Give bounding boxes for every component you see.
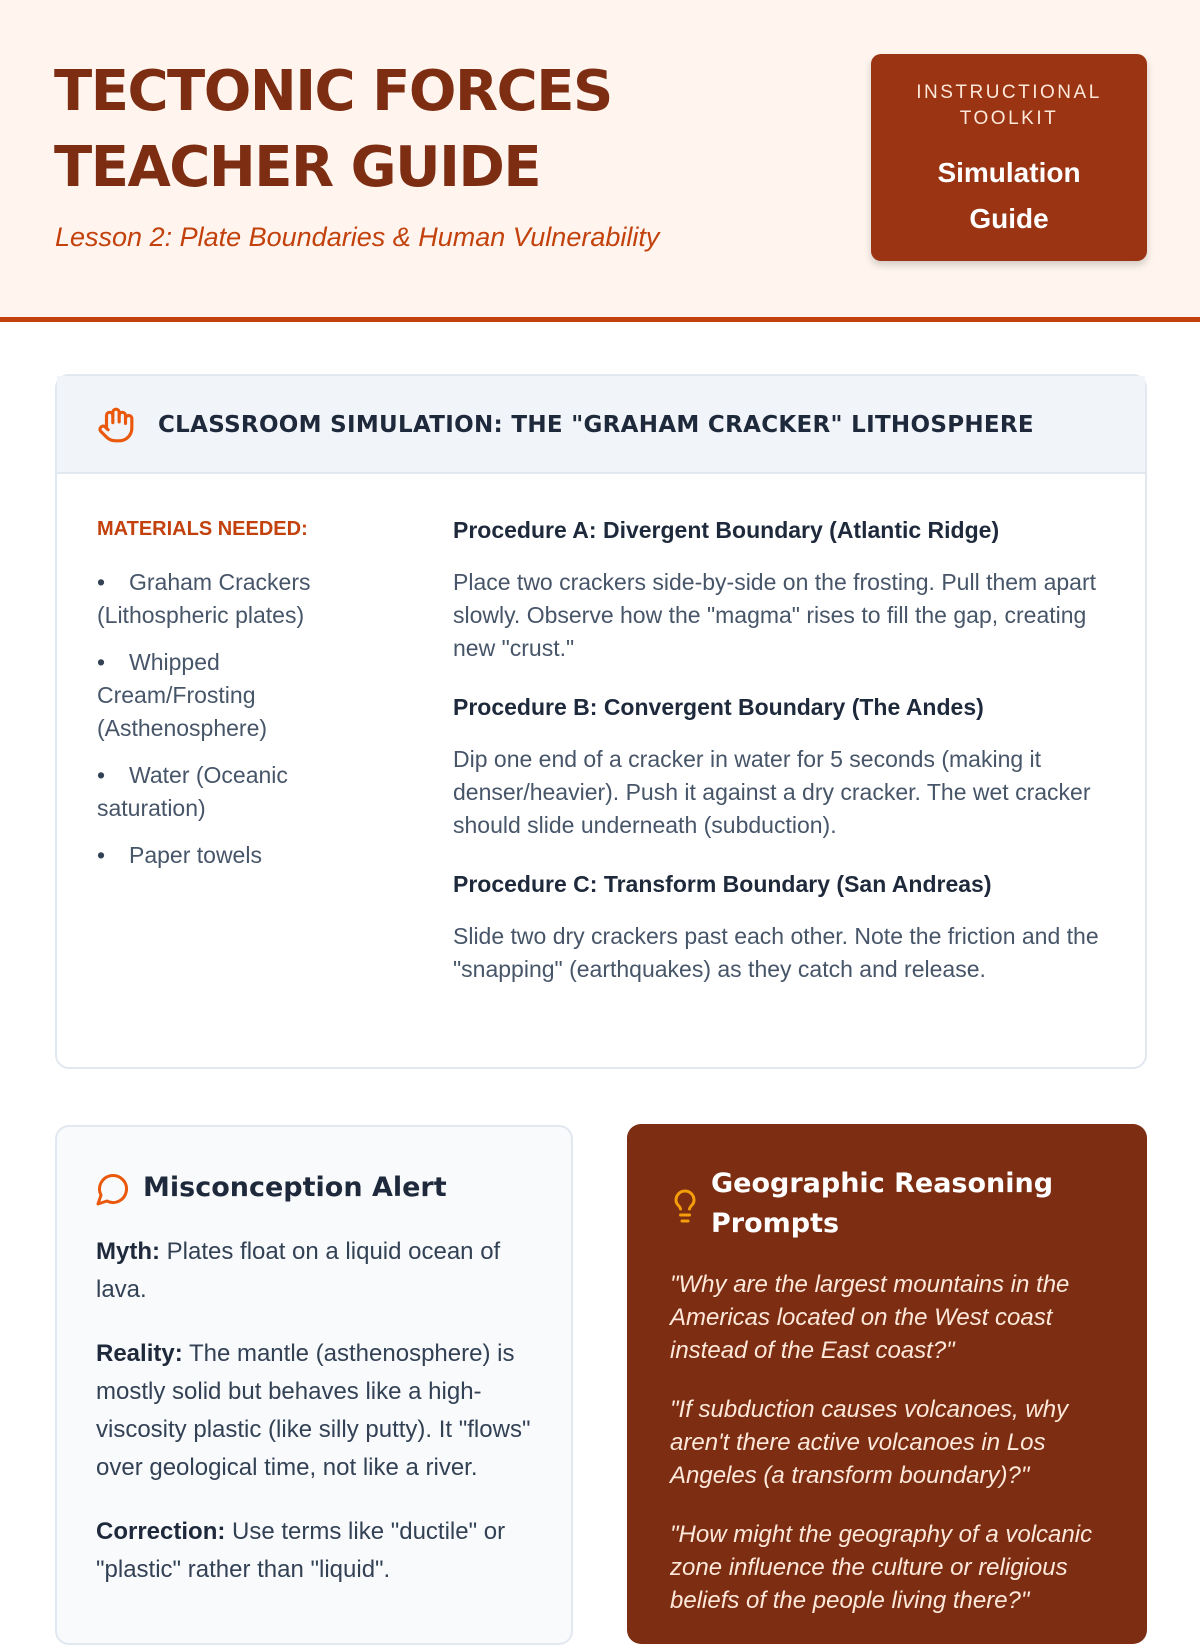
reasoning-card bbox=[627, 1124, 1147, 1644]
bullet-icon: • bbox=[97, 762, 106, 788]
materials-list bbox=[97, 566, 367, 886]
material-text: Whipped Cream/Frosting (Asthenosphere) bbox=[97, 649, 268, 741]
list-item bbox=[97, 646, 367, 745]
prompt-item: "How might the geography of a volcanic zone influence the culture or religious beliefs of the people living there?" bbox=[670, 1521, 1093, 1614]
page-header bbox=[0, 0, 1200, 322]
toolkit-badge bbox=[871, 54, 1147, 261]
toolkit-name-line-2: Guide bbox=[969, 203, 1049, 234]
simulation-card bbox=[55, 374, 1147, 1069]
bullet-icon: • bbox=[97, 649, 106, 675]
myth-label: Myth: bbox=[96, 1238, 160, 1265]
procedure-c-text: Slide two dry crackers past each other. Note the friction and the "snapping" (earthquakes) as they catch and release. bbox=[453, 923, 1099, 982]
toolkit-name-line-1: Simulation bbox=[937, 157, 1081, 188]
list-item bbox=[97, 759, 367, 825]
procedure-b-title: Procedure B: Convergent Boundary (The Andes) bbox=[453, 694, 984, 720]
list-item bbox=[97, 839, 367, 872]
reality-paragraph bbox=[96, 1335, 536, 1487]
page-title-line-1: TECTONIC FORCES bbox=[54, 59, 612, 124]
lightbulb-icon bbox=[667, 1188, 703, 1224]
procedure-c-title: Procedure C: Transform Boundary (San Andreas) bbox=[453, 871, 992, 897]
reality-text: The mantle (asthenosphere) is mostly solid but behaves like a high-viscosity plastic (like silly putty). It "flows" over geological time, not like a river. bbox=[96, 1340, 531, 1481]
page-title-line-2: TEACHER GUIDE bbox=[54, 135, 541, 200]
list-item bbox=[97, 566, 367, 632]
speech-bubble-icon bbox=[95, 1171, 131, 1207]
prompt-item: "Why are the largest mountains in the Americas located on the West coast instead of the East coast?" bbox=[670, 1271, 1070, 1364]
misconception-card bbox=[55, 1125, 573, 1645]
procedure-a-title: Procedure A: Divergent Boundary (Atlantic Ridge) bbox=[453, 517, 1000, 543]
simulation-title: CLASSROOM SIMULATION: THE "GRAHAM CRACKER" LITHOSPHERE bbox=[158, 412, 1034, 438]
toolkit-label: INSTRUCTIONAL TOOLKIT bbox=[916, 82, 1102, 129]
reasoning-title: Geographic Reasoning Prompts bbox=[711, 1168, 1054, 1239]
correction-paragraph bbox=[96, 1513, 536, 1589]
reasoning-prompts bbox=[670, 1268, 1110, 1643]
myth-text: Plates float on a liquid ocean of lava. bbox=[96, 1238, 501, 1303]
bullet-icon: • bbox=[97, 842, 106, 868]
procedures bbox=[453, 514, 1103, 1012]
reality-label: Reality: bbox=[96, 1340, 183, 1367]
simulation-card-header bbox=[57, 376, 1145, 474]
material-text: Graham Crackers (Lithospheric plates) bbox=[97, 569, 311, 628]
hand-icon bbox=[97, 406, 135, 444]
misconception-body bbox=[96, 1233, 536, 1615]
materials-label: MATERIALS NEEDED: bbox=[97, 518, 308, 540]
bullet-icon: • bbox=[97, 569, 106, 595]
lesson-subtitle: Lesson 2: Plate Boundaries & Human Vulnerability bbox=[55, 222, 660, 252]
prompt-item: "If subduction causes volcanoes, why aren't there active volcanoes in Los Angeles (a transform boundary)?" bbox=[670, 1396, 1069, 1489]
misconception-title: Misconception Alert bbox=[143, 1172, 447, 1203]
myth-paragraph bbox=[96, 1233, 536, 1309]
correction-text: Use terms like "ductile" or "plastic" rather than "liquid". bbox=[96, 1518, 506, 1583]
correction-label: Correction: bbox=[96, 1518, 226, 1545]
procedure-a-text: Place two crackers side-by-side on the frosting. Pull them apart slowly. Observe how the "magma" rises to fill the gap, creating new "crust." bbox=[453, 569, 1097, 661]
material-text: Water (Oceanic saturation) bbox=[97, 762, 288, 821]
material-text: Paper towels bbox=[129, 842, 262, 868]
procedure-b-text: Dip one end of a cracker in water for 5 seconds (making it denser/heavier). Push it against a dry cracker. The wet cracker should slide underneath (subduction). bbox=[453, 746, 1091, 838]
